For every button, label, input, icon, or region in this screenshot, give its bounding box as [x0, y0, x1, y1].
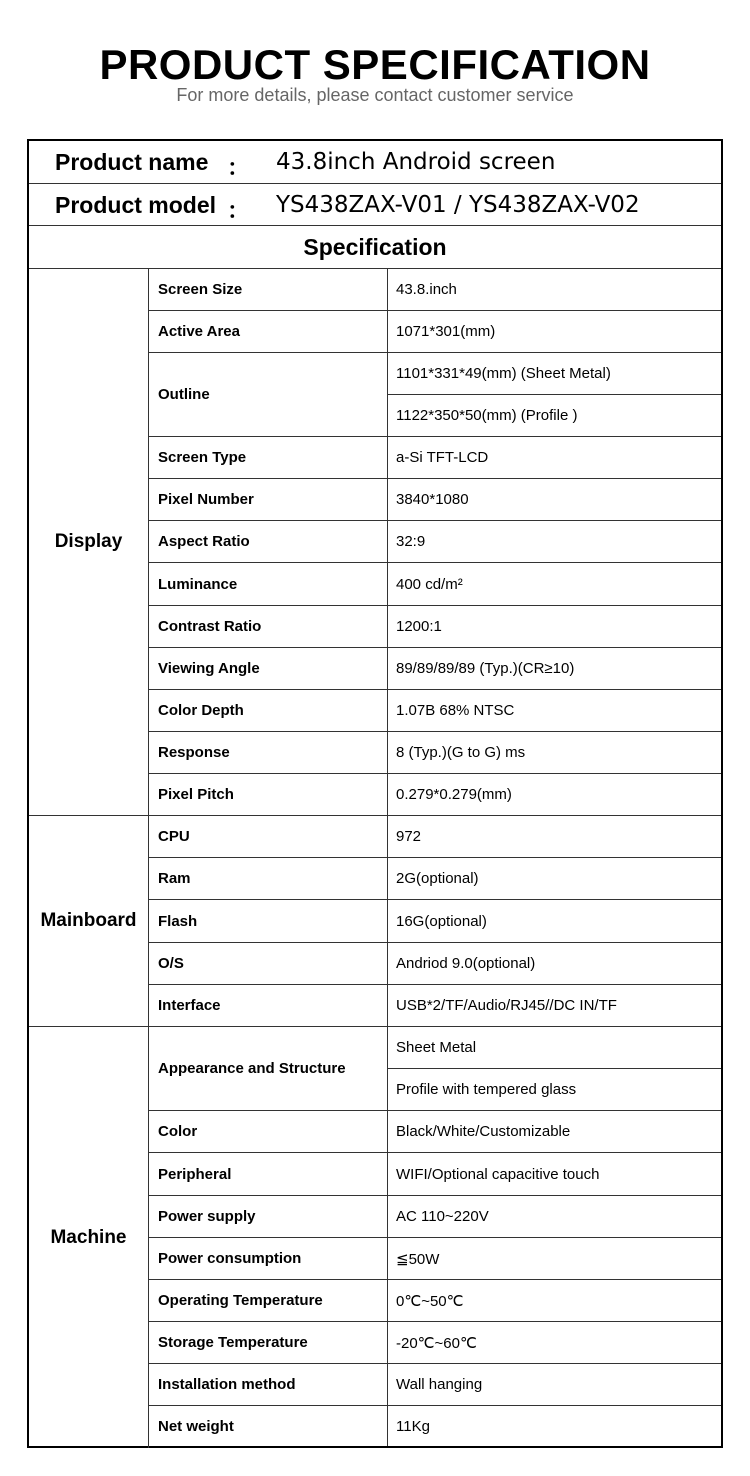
value-screen-size: 43.8.inch [388, 269, 721, 311]
value-ram: 2G(optional) [388, 858, 721, 900]
value-os: Andriod 9.0(optional) [388, 943, 721, 985]
value-operating-temperature: 0℃~50℃ [388, 1280, 721, 1322]
param-storage-temperature: Storage Temperature [149, 1322, 388, 1364]
param-ram: Ram [149, 858, 388, 900]
param-luminance: Luminance [149, 563, 388, 606]
value-power-supply: AC 110~220V [388, 1196, 721, 1238]
param-contrast-ratio: Contrast Ratio [149, 606, 388, 648]
value-pixel-number: 3840*1080 [388, 479, 721, 521]
param-screen-type: Screen Type [149, 437, 388, 479]
value-power-consumption: ≦50W [388, 1238, 721, 1280]
param-pixel-pitch: Pixel Pitch [149, 774, 388, 816]
value-outline-profile: 1122*350*50(mm) (Profile ) [388, 395, 721, 437]
value-viewing-angle: 89/89/89/89 (Typ.)(CR≥10) [388, 648, 721, 690]
param-cpu: CPU [149, 816, 388, 858]
param-installation-method: Installation method [149, 1364, 388, 1406]
param-operating-temperature: Operating Temperature [149, 1280, 388, 1322]
param-peripheral: Peripheral [149, 1153, 388, 1196]
value-net-weight: 11Kg [396, 1417, 430, 1435]
param-aspect-ratio: Aspect Ratio [149, 521, 388, 563]
product-model-label: Product model [55, 192, 217, 218]
product-model-value: YS438ZAX-V01 / YS438ZAX-V02 [276, 192, 640, 218]
specification-heading: Specification [303, 234, 447, 260]
param-os: O/S [149, 943, 388, 985]
value-contrast-ratio: 1200:1 [388, 606, 721, 648]
value-aspect-ratio: 32:9 [388, 521, 721, 563]
product-model-colon: ： [227, 197, 250, 223]
group-machine: Machine [29, 1027, 149, 1448]
value-outline-sheet-metal: 1101*331*49(mm) (Sheet Metal) [388, 353, 721, 395]
group-mainboard: Mainboard [29, 816, 149, 1027]
value-active-area: 1071*301(mm) [388, 311, 721, 353]
value-luminance: 400 cd/m² [388, 563, 721, 606]
product-name-value: 43.8inch Android screen [276, 149, 556, 175]
value-cpu: 972 [388, 816, 721, 858]
param-active-area: Active Area [149, 311, 388, 353]
specification-heading-row [29, 226, 721, 269]
value-pixel-pitch: 0.279*0.279(mm) [388, 774, 721, 816]
page-subtitle: For more details, please contact customer service [176, 85, 574, 105]
value-interface: USB*2/TF/Audio/RJ45//DC IN/TF [388, 985, 721, 1027]
value-response: 8 (Typ.)(G to G) ms [388, 732, 721, 774]
value-installation-method: Wall hanging [388, 1364, 721, 1406]
value-appearance-sheet-metal: Sheet Metal [388, 1027, 721, 1069]
value-color: Black/White/Customizable [388, 1111, 721, 1153]
param-color: Color [149, 1111, 388, 1153]
param-viewing-angle: Viewing Angle [149, 648, 388, 690]
product-name-label: Product name [55, 149, 209, 175]
value-color-depth: 1.07B 68% NTSC [388, 690, 721, 732]
product-name-colon: ： [227, 154, 250, 180]
param-response: Response [149, 732, 388, 774]
value-screen-type: a-Si TFT-LCD [388, 437, 721, 479]
value-flash: 16G(optional) [388, 900, 721, 943]
param-color-depth: Color Depth [149, 690, 388, 732]
param-outline: Outline [149, 353, 388, 437]
param-appearance-structure: Appearance and Structure [149, 1027, 388, 1111]
value-storage-temperature: -20℃~60℃ [388, 1322, 721, 1364]
group-display: Display [29, 269, 149, 816]
param-screen-size: Screen Size [149, 269, 388, 311]
value-peripheral: WIFI/Optional capacitive touch [388, 1153, 721, 1196]
product-model-row [29, 184, 721, 226]
param-flash: Flash [149, 900, 388, 943]
param-net-weight: Net weight [149, 1406, 388, 1446]
param-interface: Interface [149, 985, 388, 1027]
param-pixel-number: Pixel Number [149, 479, 388, 521]
page-title: PRODUCT SPECIFICATION [99, 41, 651, 88]
param-power-supply: Power supply [149, 1196, 388, 1238]
product-name-row [29, 141, 721, 184]
spec-table [27, 139, 723, 1448]
param-power-consumption: Power consumption [149, 1238, 388, 1280]
value-appearance-profile: Profile with tempered glass [388, 1069, 721, 1111]
